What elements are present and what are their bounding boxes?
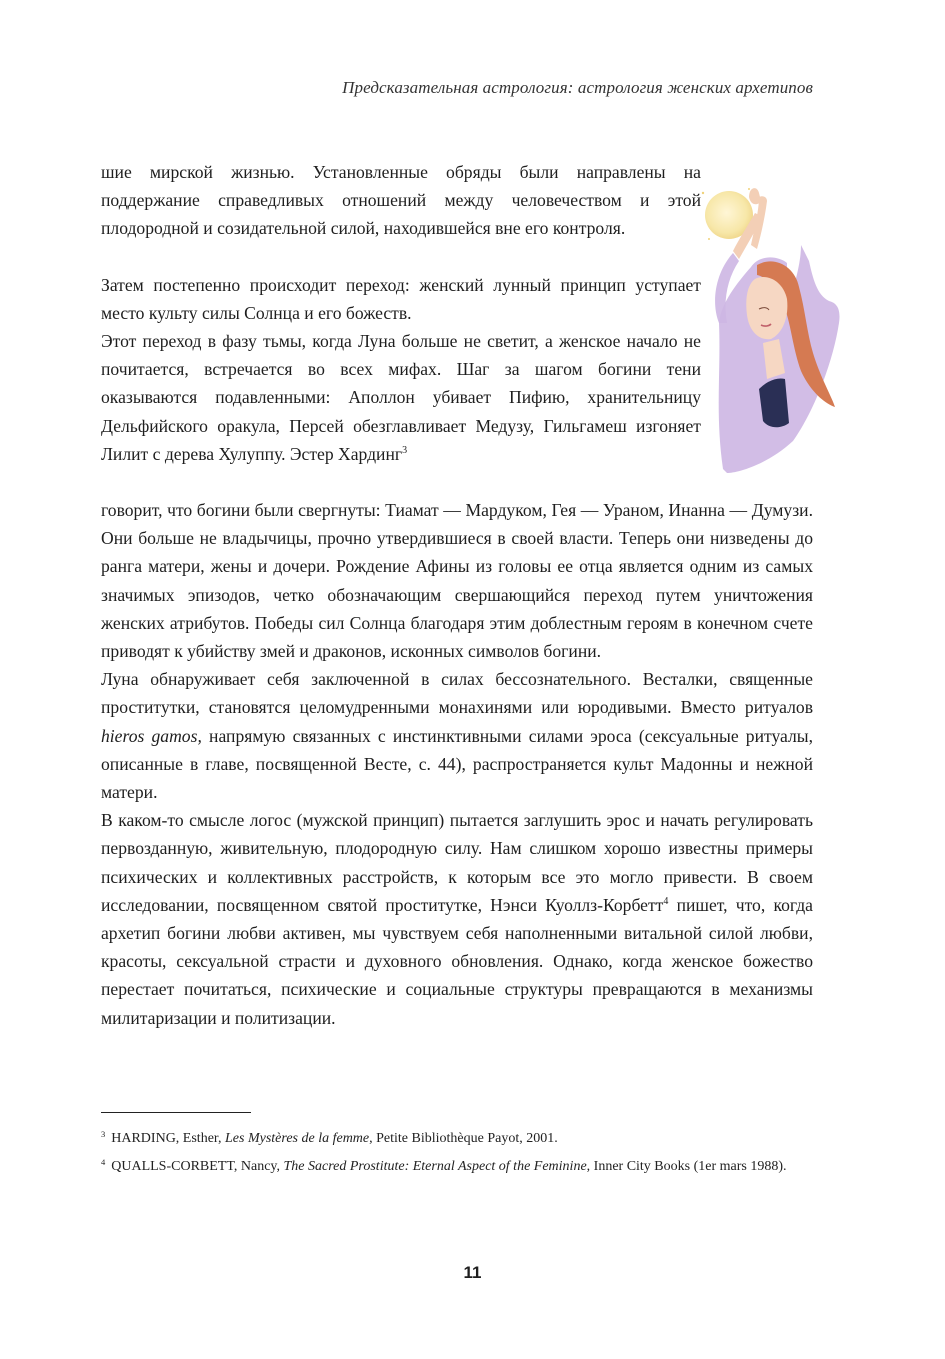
- footnote-number: 3: [101, 1129, 106, 1139]
- paragraph-text: Этот переход в фазу тьмы, когда Луна больше не светит, а женское начало не почитается, встречается во всех мифах. Шаг за шагом богини тени оказываются подавленными: Аполлон убивает Пифию, хранительницу Дельфийского оракула, Персей обезглавливает Медузу, Гильгамеш изгоняет Лилит с дерева Хулуппу. Эстер Хардинг: [101, 331, 701, 464]
- footnote-text: QUALLS-CORBETT, Nancy,: [111, 1159, 284, 1174]
- footnotes: [101, 1128, 813, 1184]
- running-header: Предсказательная астрология: астрология женских архетипов: [342, 78, 813, 97]
- footnote: [101, 1156, 813, 1178]
- footnote-title: The Sacred Prostitute: Eternal Aspect of the Feminine: [283, 1159, 587, 1174]
- italic-term: hieros gamos,: [101, 725, 202, 746]
- footnote-title: Les Mystères de la femme: [225, 1131, 370, 1146]
- footnote-text: , Inner City Books (1er mars 1988).: [586, 1159, 787, 1174]
- footnote-text: , Petite Bibliothèque Payot, 2001.: [369, 1131, 558, 1146]
- paragraph-text: Луна обнаруживает себя заключенной в силах бессознательного. Весталки, священные проститутки, становятся целомудренными монахинями или юродивыми. Вместо ритуалов: [101, 669, 813, 718]
- page-number: 11: [463, 1263, 482, 1282]
- paragraph: Затем постепенно происходит переход: женский лунный принцип уступает место культу силы Солнца и его божеств.: [101, 274, 701, 323]
- footnote-divider: [101, 1112, 251, 1113]
- footnote-text: HARDING, Esther,: [111, 1131, 226, 1146]
- body-text-wide: [101, 496, 813, 1032]
- footnote-ref[interactable]: 4: [663, 895, 669, 907]
- footnote: [101, 1128, 813, 1150]
- paragraph-text: В каком-то смысле логос (мужской принцип) пытается заглушить эрос и начать регулировать первозданную, живительную, плодородную силу. Нам слишком хорошо известны примеры психических и коллективных расстройств, к которым все это могло привести. В своем исследовании, посвященном святой проститутке, Нэнси Куоллз-Корбетт: [101, 810, 813, 915]
- paragraph: шие мирской жизнью. Установленные обряды были направлены на поддержание справедливых отношений между человечеством и этой плодородной и созидательной силой, находившейся вне его контроля.: [101, 162, 701, 239]
- body-text-narrow: [101, 158, 701, 468]
- paragraph: говорит, что богини были свергнуты: Тиамат — Мардуком, Гея — Ураном, Инанна — Думузи. Они больше не владычицы, прочно утвердившиеся в своей власти. Теперь они низведены до ранга матери, жены и дочери. Рождение Афины из головы ее отца является одним из самых значимых эпизодов, четко обозначающим свершающийся переход путем уничтожения женских атрибутов. Победы сил Солнца благодаря этим доблестным героям в конечном счете приводят к убийству змей и драконов, исконных символов богини.: [101, 500, 813, 662]
- footnote-number: 4: [101, 1157, 106, 1167]
- paragraph: [101, 327, 701, 468]
- paragraph: [101, 665, 813, 806]
- footnote-ref[interactable]: 3: [402, 444, 408, 456]
- paragraph: [101, 806, 813, 1032]
- woman-raising-moon-illustration: [697, 183, 845, 475]
- paragraph-text: напрямую связанных с инстинктивными силами эроса (сексуальные ритуалы, описанные в главе, посвященной Весте, с. 44), распространяется культ Мадонны и нежной матери.: [101, 725, 814, 803]
- paragraph-text: пишет, что, когда архетип богини любви активен, мы чувствуем себя наполненными витальной силой любви, красоты, сексуальной страсти и духовного обновления. Однако, когда женское божество перестает почитаться, психические и социальные структуры превращаются в механизмы милитаризации и политизации.: [101, 894, 813, 1028]
